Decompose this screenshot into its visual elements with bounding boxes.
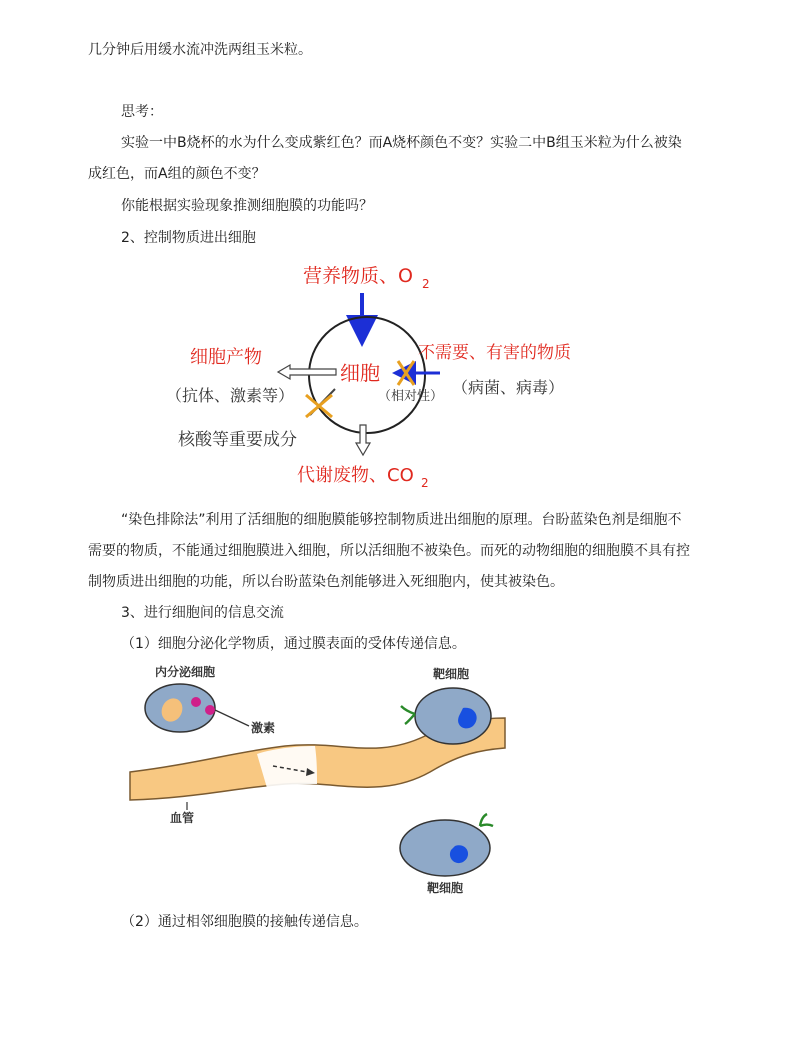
section-2-heading: 2、控制物质进出细胞 [121,230,256,246]
nutrients-subscript: 2 [422,277,430,291]
target-cell-bottom [400,820,490,876]
item-1: （1）细胞分泌化学物质，通过膜表面的受体传递信息。 [121,636,466,652]
paragraph-rinse: 几分钟后用缓水流冲洗两组玉米粒。 [88,42,312,58]
receptor-bottom [480,814,493,826]
waste-label: 代谢废物、CO [297,465,414,486]
membrane-transport-diagram [160,255,620,495]
dye-paragraph-line2: 需要的物质，不能通过细胞膜进入细胞，所以活细胞不被染色。而死的动物细胞的细胞膜不具有控 [88,543,690,559]
hormone-label: 激素 [251,721,276,735]
target-top-label: 靶细胞 [433,667,470,681]
products-out-arrow [278,365,336,379]
relative-label: （相对性） [378,389,444,404]
products-label: 细胞产物 [190,347,262,368]
endocrine-label: 内分泌细胞 [155,665,216,679]
think-title: 思考： [121,104,163,120]
unneeded-label: 不需要、有害的物质 [418,343,571,363]
think-question-line2: 成红色，而A组的颜色不变？ [88,166,266,182]
target-cell-top [415,688,491,744]
think-question-2: 你能根据实验现象推测细胞膜的功能吗？ [121,198,373,214]
section-3-heading: 3、进行细胞间的信息交流 [121,605,284,621]
hormone-granule-2 [205,705,215,715]
receptor-top [401,706,415,724]
hormone-granule-1 [191,697,201,707]
waste-out-arrow [356,425,370,455]
item-2: （2）通过相邻细胞膜的接触传递信息。 [121,914,368,930]
waste-subscript: 2 [421,476,429,490]
dye-paragraph-line3: 制物质进出细胞的功能，所以台盼蓝染色剂能够进入死细胞内，使其被染色。 [88,574,564,590]
products-examples: （抗体、激素等） [166,386,295,405]
hormone-pointer [215,710,249,726]
think-question-line1: 实验一中B烧杯的水为什么变成紫红色？而A烧杯颜色不变？实验二中B组玉米粒为什么被染 [121,135,682,151]
pathogens-label: （病菌、病毒） [452,378,565,397]
dye-paragraph-line1: “染色排除法”利用了活细胞的细胞膜能够控制物质进出细胞的原理。台盼蓝染色剂是细胞不 [121,512,682,528]
nucleic-label: 核酸等重要成分 [178,430,297,450]
vessel-label: 血管 [170,811,195,825]
cell-label: 细胞 [340,361,380,385]
hormone-signaling-diagram [125,660,510,900]
nutrients-label: 营养物质、O [303,265,413,287]
target-bottom-label: 靶细胞 [427,881,464,895]
vessel-highlight [257,746,317,788]
